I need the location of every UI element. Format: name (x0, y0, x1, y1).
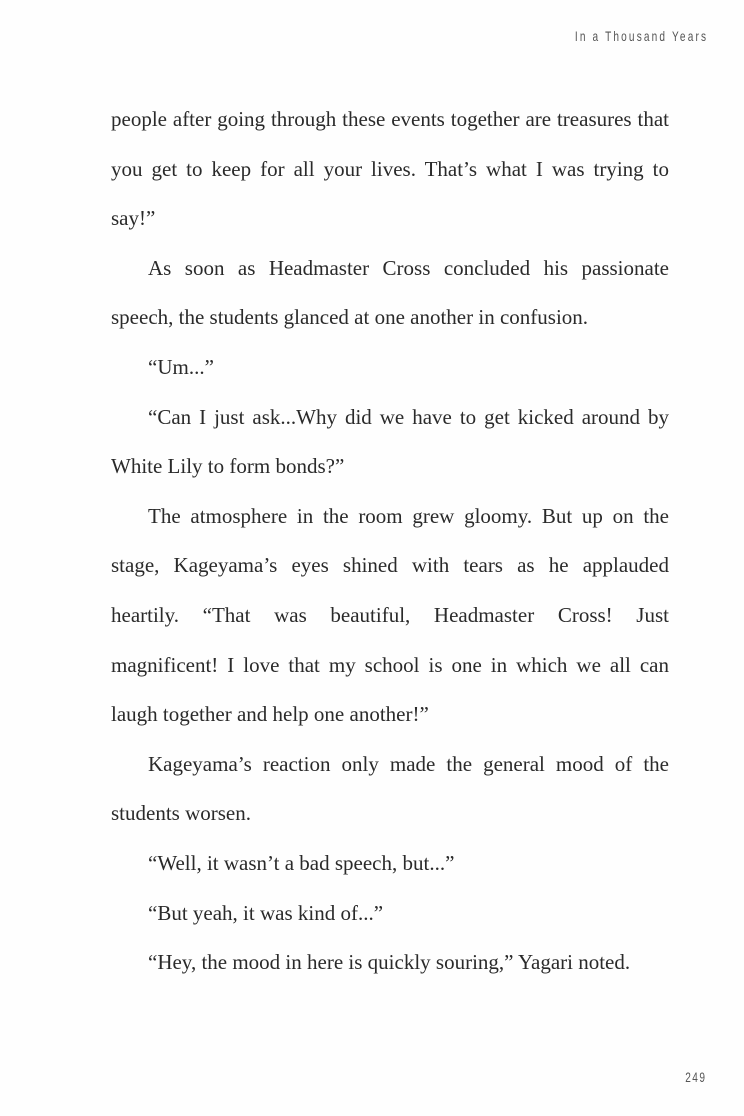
paragraph: “Can I just ask...Why did we have to get kicked around by White Lily to form bonds?” (111, 404, 669, 479)
paragraph: The atmosphere in the room grew gloomy. But up on the stage, Kageyama’s eyes shined with tears as he applauded heartily. “That was beautiful, Headmaster Cross! Just magnificent! I love that my school is one in which we all can laugh together and help one another!” (111, 503, 669, 727)
paragraph: “Um...” (148, 354, 214, 379)
body-text (111, 95, 669, 988)
paragraph-continuation: people after going through these events together are treasures that you get to keep for all your lives. That’s what I was trying to say!” (111, 107, 669, 231)
running-header-title: In a Thousand Years (574, 28, 708, 44)
page-number: 249 (684, 1069, 706, 1085)
paragraph: Kageyama’s reaction only made the general mood of the students worsen. (111, 751, 669, 826)
paragraph: As soon as Headmaster Cross concluded his passionate speech, the students glanced at one another in confusion. (111, 255, 669, 330)
paragraph: “Hey, the mood in here is quickly souring,” Yagari noted. (148, 950, 631, 975)
paragraph: “Well, it wasn’t a bad speech, but...” (148, 850, 455, 875)
paragraph: “But yeah, it was kind of...” (148, 900, 384, 925)
